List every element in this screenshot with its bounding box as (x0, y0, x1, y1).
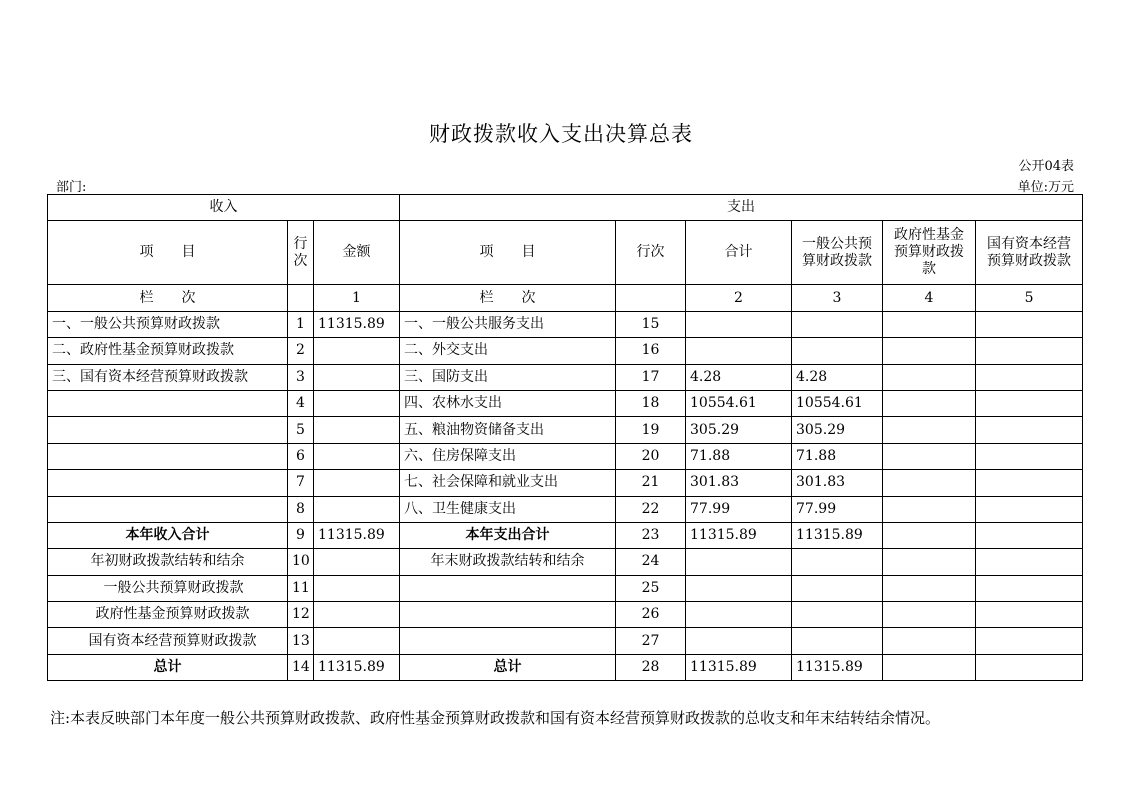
gov-fund-amount (883, 417, 976, 443)
income-line-no: 14 (288, 654, 314, 680)
total-amount: 301.83 (686, 470, 792, 496)
expense-item: 本年支出合计 (400, 522, 616, 548)
total-amount: 4.28 (686, 364, 792, 390)
income-amount: 11315.89 (314, 311, 400, 337)
expense-item: 年末财政拨款结转和结余 (400, 549, 616, 575)
state-capital-amount (976, 575, 1083, 601)
income-amount (314, 470, 400, 496)
total-amount (686, 338, 792, 364)
state-capital-amount (976, 311, 1083, 337)
income-amount (314, 364, 400, 390)
income-item: 一、一般公共预算财政拨款 (48, 311, 288, 337)
gov-fund-amount (883, 496, 976, 522)
exp-col-blank (616, 285, 686, 311)
general-budget-amount (792, 602, 883, 628)
expense-item: 一、一般公共服务支出 (400, 311, 616, 337)
total-amount: 11315.89 (686, 522, 792, 548)
table-row (48, 575, 1083, 601)
total-amount (686, 575, 792, 601)
form-number: 公开04表 (1018, 159, 1074, 174)
expense-item-header: 项 目 (400, 221, 616, 285)
expense-line-no: 18 (616, 390, 686, 416)
expense-line-no: 15 (616, 311, 686, 337)
state-capital-amount (976, 364, 1083, 390)
income-item (48, 443, 288, 469)
total-header: 合计 (686, 221, 792, 285)
col-2: 2 (686, 285, 792, 311)
general-budget-amount (792, 549, 883, 575)
income-item: 政府性基金预算财政拨款 (48, 602, 288, 628)
income-item: 一般公共预算财政拨款 (48, 575, 288, 601)
state-capital-amount (976, 470, 1083, 496)
total-amount (686, 311, 792, 337)
gov-fund-amount (883, 654, 976, 680)
income-item: 国有资本经营预算财政拨款 (48, 628, 288, 654)
income-amount: 11315.89 (314, 654, 400, 680)
col-3: 3 (792, 285, 883, 311)
income-amount: 11315.89 (314, 522, 400, 548)
state-capital-amount (976, 549, 1083, 575)
expense-item (400, 628, 616, 654)
department-label: 部门: (56, 180, 87, 195)
table-row (48, 311, 1083, 337)
total-amount: 71.88 (686, 443, 792, 469)
table-row (48, 470, 1083, 496)
expense-section-header: 支出 (400, 195, 1083, 221)
col-5: 5 (976, 285, 1083, 311)
expense-line-no: 26 (616, 602, 686, 628)
income-item (48, 390, 288, 416)
income-item: 三、国有资本经营预算财政拨款 (48, 364, 288, 390)
state-capital-amount (976, 338, 1083, 364)
income-line-no: 10 (288, 549, 314, 575)
table-row (48, 549, 1083, 575)
expense-item: 二、外交支出 (400, 338, 616, 364)
table-row (48, 338, 1083, 364)
state-capital-amount (976, 654, 1083, 680)
income-line-no: 5 (288, 417, 314, 443)
income-item (48, 470, 288, 496)
general-budget-amount: 10554.61 (792, 390, 883, 416)
income-amount (314, 417, 400, 443)
exp-col-label: 栏 次 (400, 285, 616, 311)
general-budget-amount (792, 311, 883, 337)
general-budget-header: 一般公共预算财政拨款 (792, 221, 883, 285)
gov-fund-header: 政府性基金预算财政拨款 (883, 221, 976, 285)
income-line-no: 2 (288, 338, 314, 364)
table-row (48, 390, 1083, 416)
income-line-no-header: 行次 (288, 221, 314, 285)
col-1: 1 (314, 285, 400, 311)
gov-fund-amount (883, 522, 976, 548)
expense-line-no: 23 (616, 522, 686, 548)
general-budget-amount: 11315.89 (792, 522, 883, 548)
budget-table (47, 194, 1083, 681)
expense-item: 三、国防支出 (400, 364, 616, 390)
gov-fund-amount (883, 602, 976, 628)
gov-fund-amount (883, 470, 976, 496)
expense-item: 四、农林水支出 (400, 390, 616, 416)
gov-fund-amount (883, 364, 976, 390)
general-budget-amount: 4.28 (792, 364, 883, 390)
general-budget-amount: 301.83 (792, 470, 883, 496)
income-amount (314, 602, 400, 628)
col-blank (288, 285, 314, 311)
expense-line-no: 20 (616, 443, 686, 469)
income-line-no: 8 (288, 496, 314, 522)
expense-item: 五、粮油物资储备支出 (400, 417, 616, 443)
income-item: 本年收入合计 (48, 522, 288, 548)
table-row (48, 654, 1083, 680)
total-amount: 11315.89 (686, 654, 792, 680)
income-item-header: 项 目 (48, 221, 288, 285)
general-budget-amount: 305.29 (792, 417, 883, 443)
income-amount (314, 443, 400, 469)
income-line-no: 12 (288, 602, 314, 628)
state-capital-amount (976, 390, 1083, 416)
income-line-no: 13 (288, 628, 314, 654)
expense-line-no-header: 行次 (616, 221, 686, 285)
table-row (48, 417, 1083, 443)
total-amount (686, 602, 792, 628)
header-row-sections (48, 195, 1083, 221)
general-budget-amount (792, 575, 883, 601)
income-line-no: 9 (288, 522, 314, 548)
expense-line-no: 16 (616, 338, 686, 364)
income-line-no: 3 (288, 364, 314, 390)
total-amount (686, 628, 792, 654)
income-amount (314, 575, 400, 601)
gov-fund-amount (883, 390, 976, 416)
general-budget-amount (792, 628, 883, 654)
gov-fund-amount (883, 311, 976, 337)
general-budget-amount (792, 338, 883, 364)
income-item: 总计 (48, 654, 288, 680)
gov-fund-amount (883, 338, 976, 364)
expense-line-no: 27 (616, 628, 686, 654)
expense-item (400, 575, 616, 601)
income-item: 年初财政拨款结转和结余 (48, 549, 288, 575)
footnote: 注:本表反映部门本年度一般公共预算财政拨款、政府性基金预算财政拨款和国有资本经营预算财政拨款的总收支和年末结转结余情况。 (50, 709, 941, 727)
total-amount: 77.99 (686, 496, 792, 522)
state-capital-header: 国有资本经营预算财政拨款 (976, 221, 1083, 285)
income-line-no: 4 (288, 390, 314, 416)
col-4: 4 (883, 285, 976, 311)
income-amount-header: 金额 (314, 221, 400, 285)
unit-label: 单位:万元 (1017, 180, 1074, 195)
state-capital-amount (976, 602, 1083, 628)
income-amount (314, 338, 400, 364)
table-row (48, 496, 1083, 522)
expense-line-no: 28 (616, 654, 686, 680)
gov-fund-amount (883, 575, 976, 601)
table-row (48, 628, 1083, 654)
table-row (48, 602, 1083, 628)
income-amount (314, 549, 400, 575)
total-amount (686, 549, 792, 575)
income-line-no: 7 (288, 470, 314, 496)
gov-fund-amount (883, 549, 976, 575)
table-row (48, 522, 1083, 548)
income-line-no: 6 (288, 443, 314, 469)
general-budget-amount: 77.99 (792, 496, 883, 522)
state-capital-amount (976, 628, 1083, 654)
income-amount (314, 390, 400, 416)
state-capital-amount (976, 443, 1083, 469)
expense-line-no: 17 (616, 364, 686, 390)
income-line-no: 11 (288, 575, 314, 601)
gov-fund-amount (883, 628, 976, 654)
income-section-header: 收入 (48, 195, 400, 221)
state-capital-amount (976, 496, 1083, 522)
expense-line-no: 24 (616, 549, 686, 575)
expense-line-no: 22 (616, 496, 686, 522)
expense-line-no: 25 (616, 575, 686, 601)
general-budget-amount: 71.88 (792, 443, 883, 469)
expense-item: 七、社会保障和就业支出 (400, 470, 616, 496)
income-item (48, 417, 288, 443)
income-item: 二、政府性基金预算财政拨款 (48, 338, 288, 364)
table-row (48, 443, 1083, 469)
general-budget-amount: 11315.89 (792, 654, 883, 680)
table-row (48, 364, 1083, 390)
income-line-no: 1 (288, 311, 314, 337)
expense-item (400, 602, 616, 628)
income-amount (314, 496, 400, 522)
expense-line-no: 21 (616, 470, 686, 496)
expense-line-no: 19 (616, 417, 686, 443)
expense-item: 六、住房保障支出 (400, 443, 616, 469)
page-title: 财政拨款收入支出决算总表 (429, 122, 693, 146)
expense-item: 八、卫生健康支出 (400, 496, 616, 522)
gov-fund-amount (883, 443, 976, 469)
column-number-row (48, 285, 1083, 311)
state-capital-amount (976, 417, 1083, 443)
total-amount: 305.29 (686, 417, 792, 443)
income-amount (314, 628, 400, 654)
income-item (48, 496, 288, 522)
total-amount: 10554.61 (686, 390, 792, 416)
col-label: 栏 次 (48, 285, 288, 311)
header-row-columns (48, 221, 1083, 285)
state-capital-amount (976, 522, 1083, 548)
expense-item: 总计 (400, 654, 616, 680)
